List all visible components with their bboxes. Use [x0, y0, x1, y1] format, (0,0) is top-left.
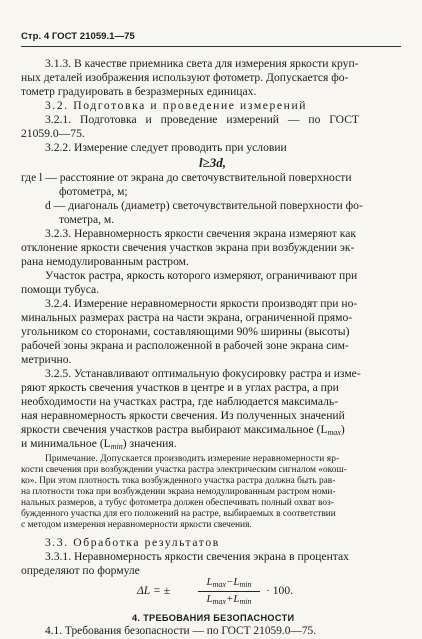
- subsection-heading: 3.2. Подготовка и проведение измерений: [45, 99, 308, 112]
- para-line: помощи тубуса.: [21, 283, 100, 296]
- para-line: 21059.0—75.: [21, 127, 85, 140]
- para-line: ных деталей изображения используют фотометр. Допускается фо-: [21, 71, 349, 84]
- formula-numerator: $L_{max}-L_{min}$: [206, 576, 252, 589]
- para-line: 3.2.1. Подготовка и проведение измерений — по ГОСТ: [45, 113, 360, 126]
- para-line: 3.1.3. В качестве приемника света для измерения яркости круп-: [45, 57, 359, 70]
- para-line: рана немодулированным растром.: [21, 255, 189, 268]
- fraction-bar: [198, 591, 260, 592]
- para-line: фотометра, м;: [59, 185, 128, 198]
- para-line: ная неравномерность яркости свечения. Из полученных значений: [21, 409, 345, 422]
- para-line: тометр градуировать в безразмерных единицах.: [21, 85, 257, 98]
- para-line: рабочей зоны экрана и расположенной в рабочей зоне экрана сим-: [21, 339, 349, 352]
- para-line: 3.2.5. Устанавливают оптимальную фокусировку растра и изме-: [45, 367, 361, 380]
- para-line: метрично.: [21, 353, 72, 366]
- note-line: нальных размеров, а тубус фотометра должен обеспечивать полный охват воз-: [21, 498, 334, 508]
- para-line: 3.2.3. Неравномерность яркости свечения экрана измеряют как: [45, 227, 357, 240]
- para-line: ряют яркость свечения участков в центре и в углах растра, а при: [21, 381, 339, 394]
- para-line: Участок растра, яркость которого измеряют, ограничивают при: [45, 269, 358, 282]
- para-line: 3.2.2. Измерение следует проводить при условии: [45, 141, 287, 154]
- para-line: d — диагональ (диаметр) светочувствительной поверхности фо-: [45, 199, 363, 212]
- note-line: на плотности тока при возбуждении экрана немодулированным растром номи-: [21, 487, 336, 497]
- para-line: отклонение яркости свечения участков экрана при возбуждении эк-: [21, 241, 355, 254]
- para-line: где l — расстояние от экрана до светочувствительной поверхности: [21, 171, 352, 184]
- note-line: с методом измерения неравномерности яркости свечения.: [21, 520, 252, 530]
- note-line: кости свечения при возбуждении участка растра электрическим сигналом «окош-: [21, 465, 347, 475]
- para-line: 3.2.4. Измерение неравномерности яркости производят при но-: [45, 297, 358, 310]
- section-heading: 4. ТРЕБОВАНИЯ БЕЗОПАСНОСТИ: [132, 613, 295, 623]
- para-line: угольником со сторонами, составляющими 90% ширины (высоты): [21, 325, 350, 338]
- para-line: яркости свечения участков растра выбирают максимальное $(L_{max})$: [21, 423, 345, 437]
- note-line: ко». При этом плотность тока возбужденного участка растра должна быть рав-: [21, 476, 336, 486]
- para-line: необходимости на участках растра, где наблюдается максималь-: [21, 395, 339, 408]
- para-line: и минимальное $(L_{min})$ значения.: [21, 437, 177, 451]
- subsection-heading: 3.3. Обработка результатов: [45, 536, 220, 549]
- formula-denominator: $L_{max}+L_{min}$: [206, 593, 252, 606]
- para-line: 3.3.1. Неравномерность яркости свечения экрана в процентах: [45, 550, 349, 563]
- para-line: минальных размерах растра на части экрана, ограниченной прямо-: [21, 311, 353, 324]
- note-line: бужденного участка для его положений на растре, выбираемых в соответствии: [21, 509, 336, 519]
- header-rule: [21, 46, 401, 47]
- para-line: 4.1. Требования безопасности — по ГОСТ 21059.0—75.: [45, 625, 317, 637]
- condition-formula: l≥3d,: [199, 155, 226, 170]
- note-line: Примечание. Допускается производить измерение неравномерности яр-: [45, 454, 340, 464]
- para-line: тометра, м.: [59, 213, 115, 226]
- para-line: определяют по формуле: [21, 564, 140, 577]
- page-header: Стр. 4 ГОСТ 21059.1—75: [21, 31, 135, 42]
- document-page: Стр. 4 ГОСТ 21059.1—75 3.1.3. В качестве приемника света для измерения яркости круп- ных деталей изображения используют фотометр. Допускается фо- тометр градуировать в безразмерных единицах. 3.2. Подготовка и проведение измерений 3.2.1. Подготовка и проведение измерений — по ГОСТ 21059.0—75. 3.2.2. Измерение следует проводить при условии l≥3d, где l — расстояние от экрана до светочувствительной поверхности фотометра, м; d — диагональ (диаметр) светочувствительной поверхности фо- тометра, м. 3.2.3. Неравномерность яркости свечения экрана измеряют как отклонение яркости свечения участков экрана при возбуждении эк- рана немодулированным растром. Участок растра, яркость которого измеряют, ограничивают при помощи тубуса. 3.2.4. Измерение неравномерности яркости производят при но- минальных размерах растра на части экрана, ограниченной прямо- угольником со сторонами, составляющими 90% ширины (высоты) рабочей зоны экрана и расположенной в рабочей зоне экрана сим- метрично. 3.2.5. Устанавливают оптимальную фокусировку растра и изме- ряют яркость свечения участков в центре и в углах растра, а при необходимости на участках растра, где наблюдается максималь- ная неравномерность яркости свечения. Из полученных значений яркости свечения участков растра выбирают максимальное $(L_{max})$ и минимальное $(L_{min})$ значения. Примечание. Допускается производить измерение неравномерности яр- кости свечения при возбуждении участка растра электрическим сигналом «окош- ко». При этом плотность тока возбужденного участка растра должна быть рав- на плотности тока при возбуждении экрана немодулированным растром номи- нальных размеров, а тубус фотометра должен обеспечивать полный охват воз- бужденного участка для его положений на растре, выбираемых в соответствии с методом измерения неравномерности яркости свечения. 3.3. Обработка результатов 3.3.1. Неравномерность яркости свечения экрана в процентах определяют по формуле ΔL = ± $L_{max}-L_{min}$ $L_{max}+L_{min}$ · 100. 4. ТРЕБОВАНИЯ БЕЗОПАСНОСТИ 4.1. Требования безопасности — по ГОСТ 21059.0—75.: [0, 0, 422, 639]
